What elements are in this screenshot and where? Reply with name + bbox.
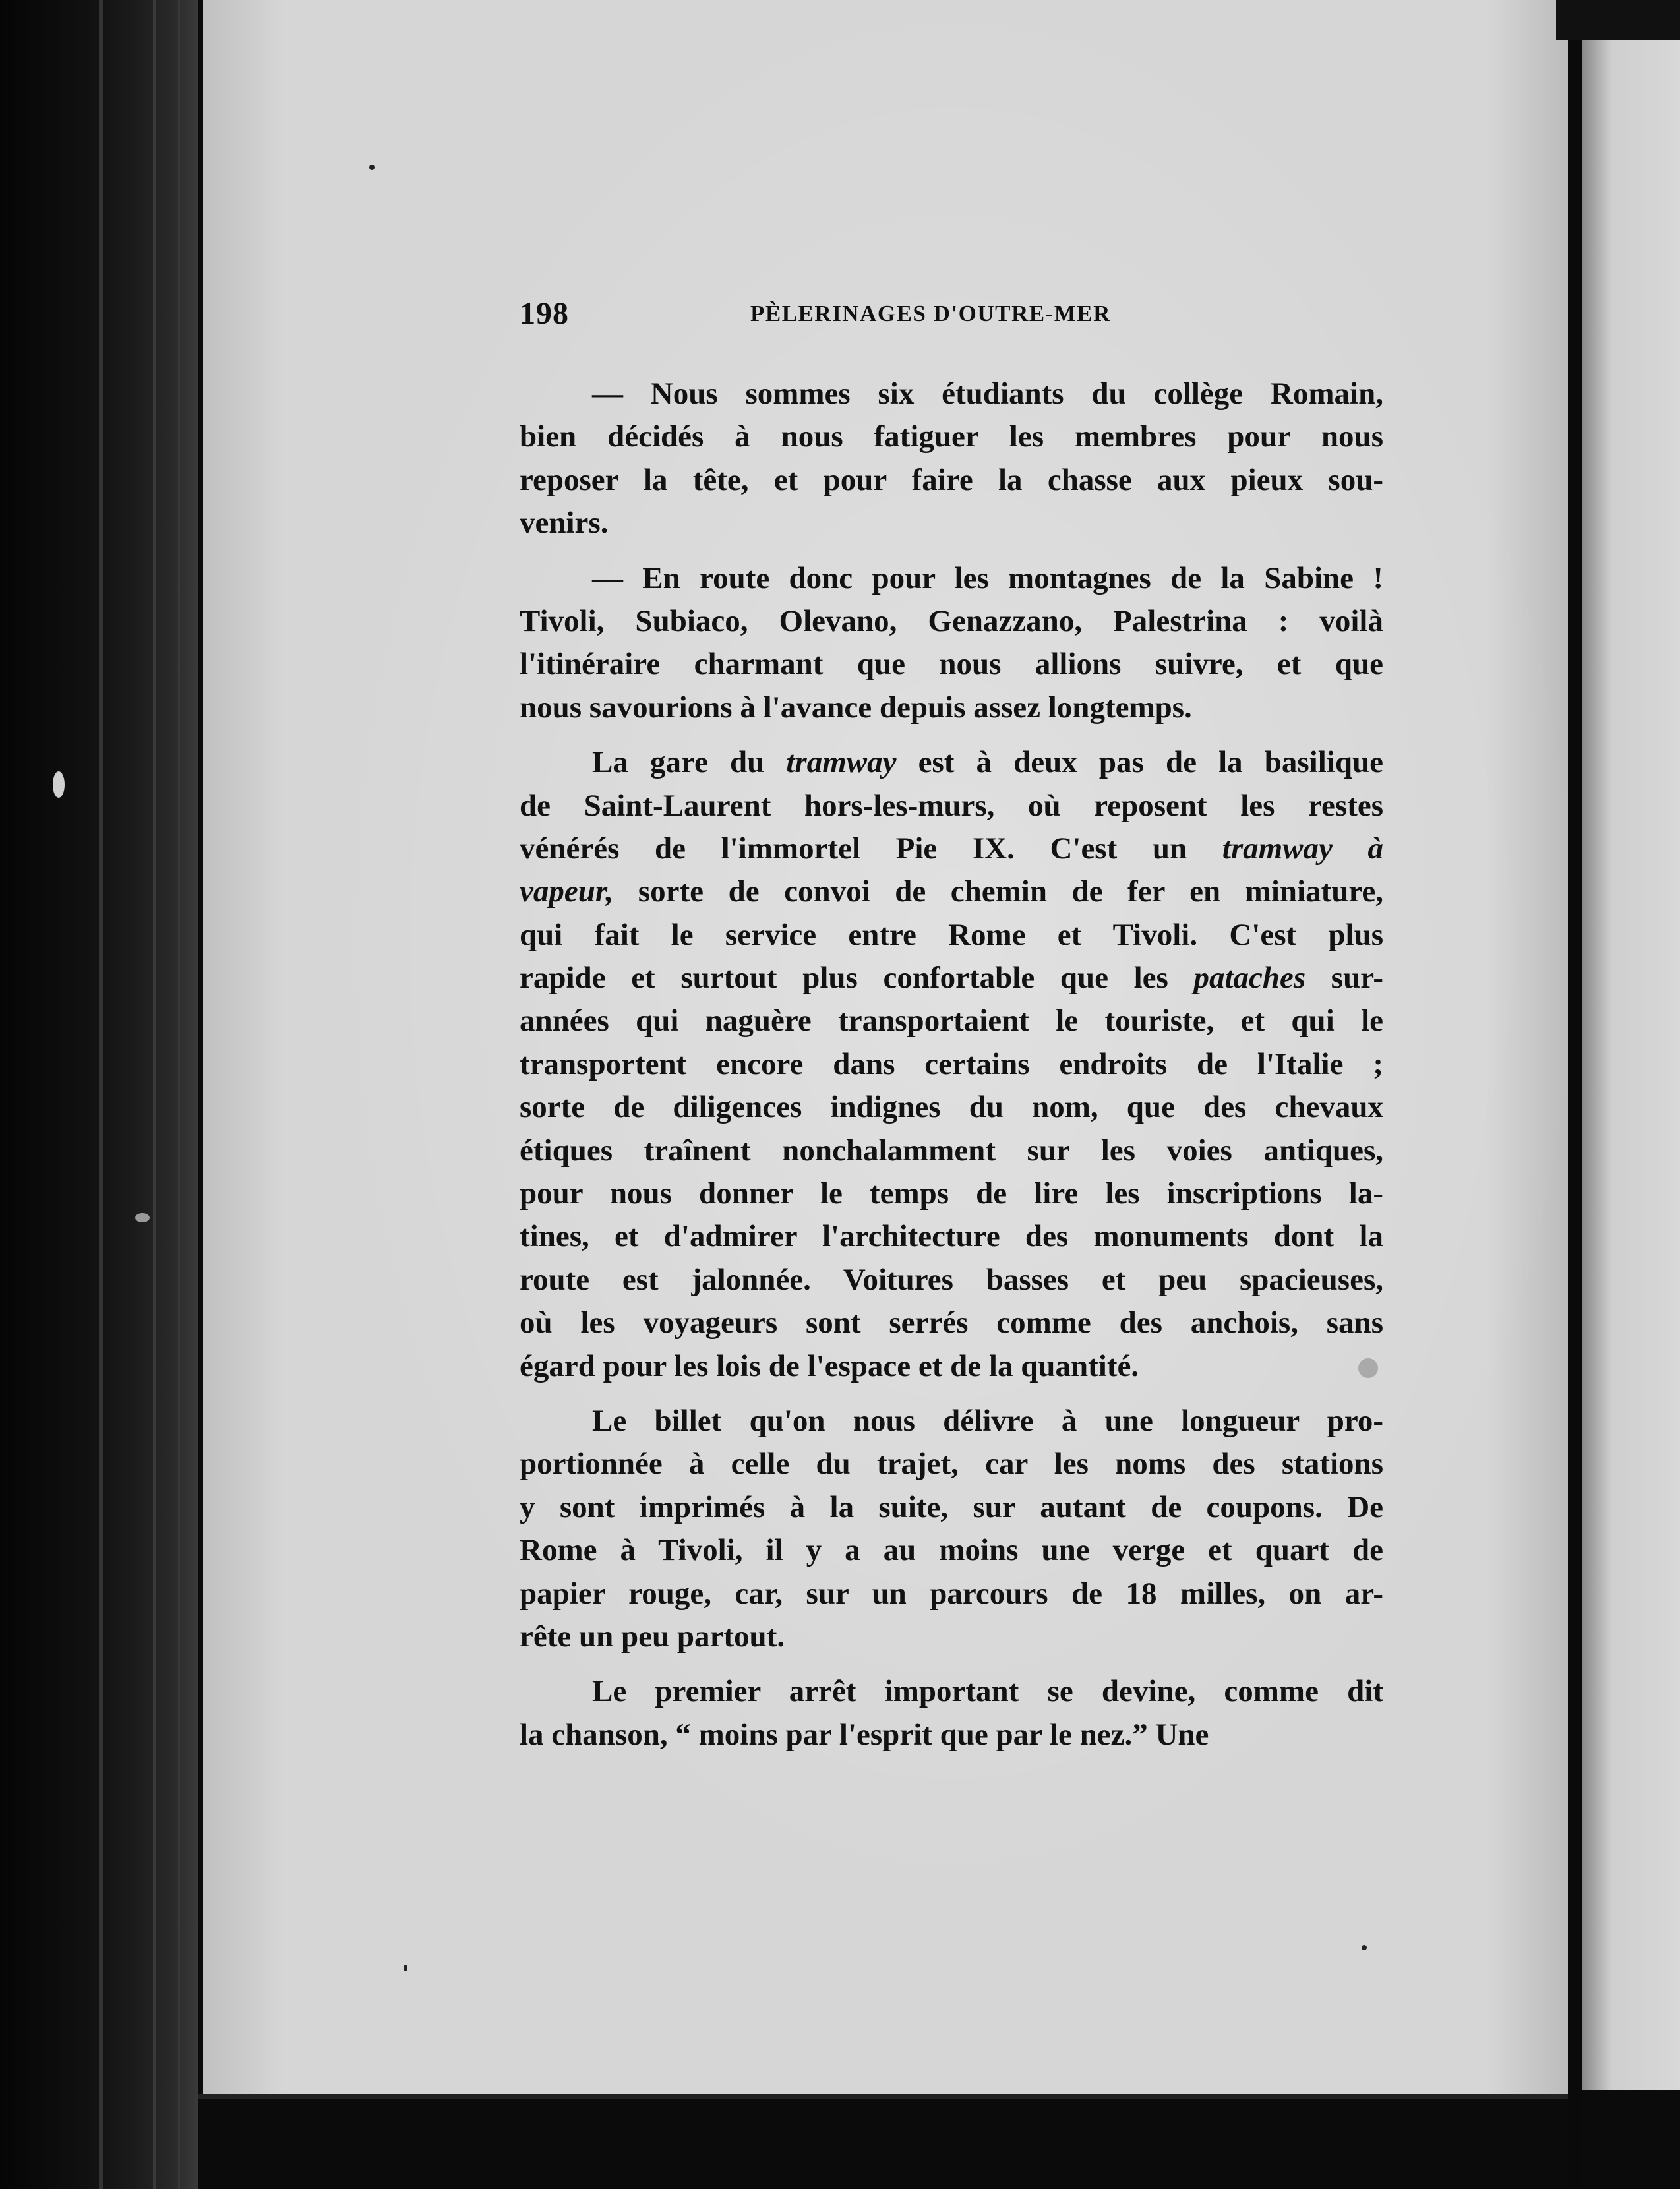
text-line: vénérés de l'immortel Pie IX. C'est un tramway à bbox=[520, 831, 1383, 866]
binding-streak bbox=[178, 0, 180, 2189]
page-gutter bbox=[1568, 0, 1582, 2189]
paragraph bbox=[520, 1400, 1383, 1658]
text-line: qui fait le service entre Rome et Tivoli. C'est plus bbox=[520, 917, 1383, 952]
binding-streak bbox=[153, 0, 156, 2189]
binding-streak bbox=[99, 0, 103, 2189]
paragraph bbox=[520, 557, 1383, 730]
paragraph-gap bbox=[520, 545, 1383, 557]
text-line: portionnée à celle du trajet, car les noms des stations bbox=[520, 1447, 1383, 1482]
text-line: bien décidés à nous fatiguer les membres pour nous bbox=[520, 419, 1383, 454]
text-line: étiques traînent nonchalamment sur les voies antiques, bbox=[520, 1133, 1383, 1168]
paragraph bbox=[520, 741, 1383, 1388]
page-number: 198 bbox=[520, 296, 569, 331]
text-line: — Nous sommes six étudiants du collège Romain, bbox=[592, 376, 1383, 411]
text-line: Tivoli, Subiaco, Olevano, Genazzano, Palestrina : voilà bbox=[520, 603, 1383, 638]
text-line: années qui naguère transportaient le touriste, et qui le bbox=[520, 1004, 1383, 1038]
text-line: pour nous donner le temps de lire les inscriptions la- bbox=[520, 1176, 1383, 1211]
text-line: transportent encore dans certains endroits de l'Italie ; bbox=[520, 1046, 1383, 1081]
film-speck bbox=[53, 771, 65, 798]
text-line: route est jalonnée. Voitures basses et peu spacieuses, bbox=[520, 1262, 1383, 1297]
text-line: reposer la tête, et pour faire la chasse aux pieux sou- bbox=[520, 462, 1383, 497]
text-line: La gare du tramway est à deux pas de la basilique bbox=[592, 745, 1383, 780]
film-speck bbox=[369, 165, 375, 170]
paragraph bbox=[520, 373, 1383, 545]
film-border bbox=[1556, 0, 1680, 40]
text-line: l'itinéraire charmant que nous allions suivre, et que bbox=[520, 647, 1383, 682]
text-line: y sont imprimés à la suite, sur autant de coupons. De bbox=[520, 1489, 1383, 1524]
page-header bbox=[520, 295, 1179, 342]
text-line: rapide et surtout plus confortable que les pataches sur- bbox=[520, 961, 1384, 996]
adjacent-page-edge bbox=[1582, 13, 1680, 2090]
text-line: sorte de diligences indignes du nom, que des chevaux bbox=[520, 1090, 1383, 1125]
text-line: tines, et d'admirer l'architecture des monuments dont la bbox=[520, 1219, 1383, 1254]
text-line: égard pour les lois de l'espace et de la quantité. bbox=[520, 1348, 1139, 1383]
film-speck bbox=[404, 1965, 407, 1971]
page-bottom-edge bbox=[198, 2094, 1576, 2099]
paragraph-gap bbox=[520, 1388, 1383, 1400]
running-title: PÈLERINAGES D'OUTRE-MER bbox=[750, 301, 1111, 326]
paragraph-gap bbox=[520, 1658, 1383, 1670]
body-text bbox=[520, 373, 1383, 1756]
book-binding-shadow bbox=[0, 0, 198, 2189]
text-line: où les voyageurs sont serrés comme des anchois, sans bbox=[520, 1305, 1383, 1340]
text-line: de Saint-Laurent hors-les-murs, où reposent les restes bbox=[520, 788, 1383, 823]
text-line: vapeur, sorte de convoi de chemin de fer en miniature, bbox=[520, 874, 1383, 909]
text-line: nous savourions à l'avance depuis assez longtemps. bbox=[520, 690, 1192, 725]
film-speck bbox=[135, 1213, 150, 1222]
text-line: papier rouge, car, sur un parcours de 18 milles, on ar- bbox=[520, 1576, 1383, 1611]
text-line: Le premier arrêt important se devine, comme dit bbox=[592, 1674, 1383, 1709]
film-speck bbox=[1362, 1945, 1367, 1950]
text-line: Le billet qu'on nous délivre à une longueur pro- bbox=[592, 1403, 1383, 1438]
paragraph bbox=[520, 1670, 1383, 1756]
text-line: la chanson, “ moins par l'esprit que par le nez.” Une bbox=[520, 1717, 1209, 1752]
text-line: — En route donc pour les montagnes de la Sabine ! bbox=[592, 560, 1383, 595]
paragraph-gap bbox=[520, 729, 1383, 741]
text-line: venirs. bbox=[520, 506, 609, 541]
text-line: rête un peu partout. bbox=[520, 1619, 785, 1654]
text-line: Rome à Tivoli, il y a au moins une verge et quart de bbox=[520, 1533, 1383, 1568]
